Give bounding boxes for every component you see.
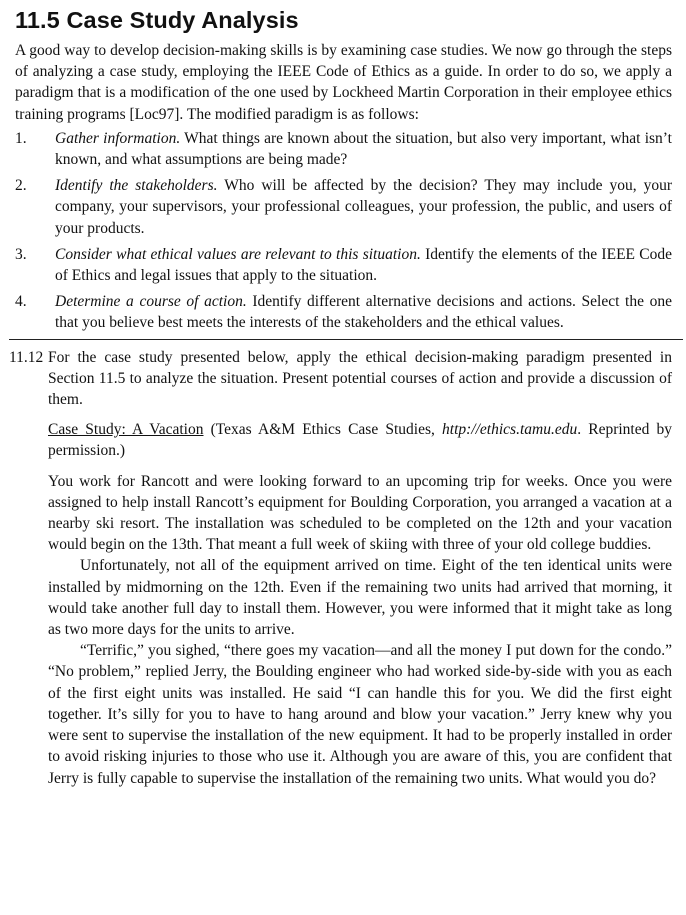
exercise-block xyxy=(9,347,672,789)
step-text: Identify different alternative decisions and actions. Select the one that you believe best meets the interests of the stakeholders and the ethical values. xyxy=(55,293,672,332)
step-number: 3. xyxy=(15,245,27,263)
step-number: 4. xyxy=(15,293,27,311)
section-divider xyxy=(9,339,683,340)
section-heading: 11.5 Case Study Analysis xyxy=(15,7,299,33)
paradigm-step xyxy=(15,128,672,170)
step-body xyxy=(55,175,672,239)
case-source-prefix: (Texas A&M Ethics Case Studies, xyxy=(203,421,443,439)
paradigm-steps xyxy=(15,128,672,334)
case-study-title: Case Study: A Vacation xyxy=(48,421,204,439)
paradigm-step xyxy=(15,244,672,286)
case-source-url: http://ethics.tamu.edu xyxy=(442,421,578,439)
paradigm-step xyxy=(15,291,672,333)
step-text: Who will be affected by the decision? They may include you, your company, your supervisors, your professional colleagues, your profession, the public, and users of your products. xyxy=(55,177,673,237)
case-paragraph: Unfortunately, not all of the equipment arrived on time. Eight of the ten identical units were installed by midmorning on the 12th. Even if the remaining two units had arrived that morning, it would take another full day to install them. However, you were informed that it might take as long as two more days for the units to arrive. xyxy=(48,557,672,639)
case-source-suffix: . Reprinted by permission.) xyxy=(48,421,672,460)
step-number: 1. xyxy=(15,129,27,147)
exercise-content xyxy=(48,347,672,789)
step-number: 2. xyxy=(15,177,27,195)
exercise-prompt: For the case study presented below, apply the ethical decision-making paradigm presented in Section 11.5 to analyze the situation. Present potential courses of action and provide a discussion of them. xyxy=(48,348,672,409)
step-body xyxy=(55,291,672,333)
step-text: What things are known about the situation, but also very important, what isn’t known, and what assumptions are being made? xyxy=(55,129,672,169)
case-paragraph: “Terrific,” you sighed, “there goes my vacation—and all the money I put down for the condo.” “No problem,” replied Jerry, the Boulding engineer who had worked side-by-side with you as each of the first eight units was installed. He said “I can handle this for you. We did the first eight together. It’s silly for you to have to hang around and blow your vacation.” Jerry knew why you were sent to supervise the installation of the new equipment. It had to be properly installed in order to avoid risking injuries to those who use it. Although you are aware of this, you are confident that Jerry is fully capable to supervise the installation of the remaining two units. What would you do? xyxy=(48,642,672,787)
case-paragraph: You work for Rancott and were looking forward to an upcoming trip for weeks. Once you were assigned to help install Rancott’s equipment for Boulding Corporation, you arranged a vacation at a nearby ski resort. The installation was scheduled to be completed on the 12th and your vacation would begin on the 13th. That meant a full week of skiing with three of your old college buddies. xyxy=(48,472,672,554)
case-study-citation xyxy=(48,419,672,461)
paradigm-step xyxy=(15,175,672,239)
section-intro: A good way to develop decision-making skills is by examining case studies. We now go through the steps of analyzing a case study, employing the IEEE Code of Ethics as a guide. In order to do so, we apply a paradigm that is a modification of the one used by Lockheed Martin Corporation in their employee ethics training programs [Loc97]. The modified paradigm is as follows: xyxy=(15,42,672,123)
step-body xyxy=(55,128,672,170)
step-lead: Consider what ethical values are relevant to this situation. xyxy=(55,245,421,263)
exercise-number: 11.12 xyxy=(9,348,44,366)
step-lead: Gather information. xyxy=(55,129,181,147)
step-lead: Identify the stakeholders. xyxy=(55,177,218,195)
step-body xyxy=(55,244,672,286)
step-text: Identify the elements of the IEEE Code of Ethics and legal issues that apply to the situation. xyxy=(55,245,672,285)
step-lead: Determine a course of action. xyxy=(55,293,247,311)
